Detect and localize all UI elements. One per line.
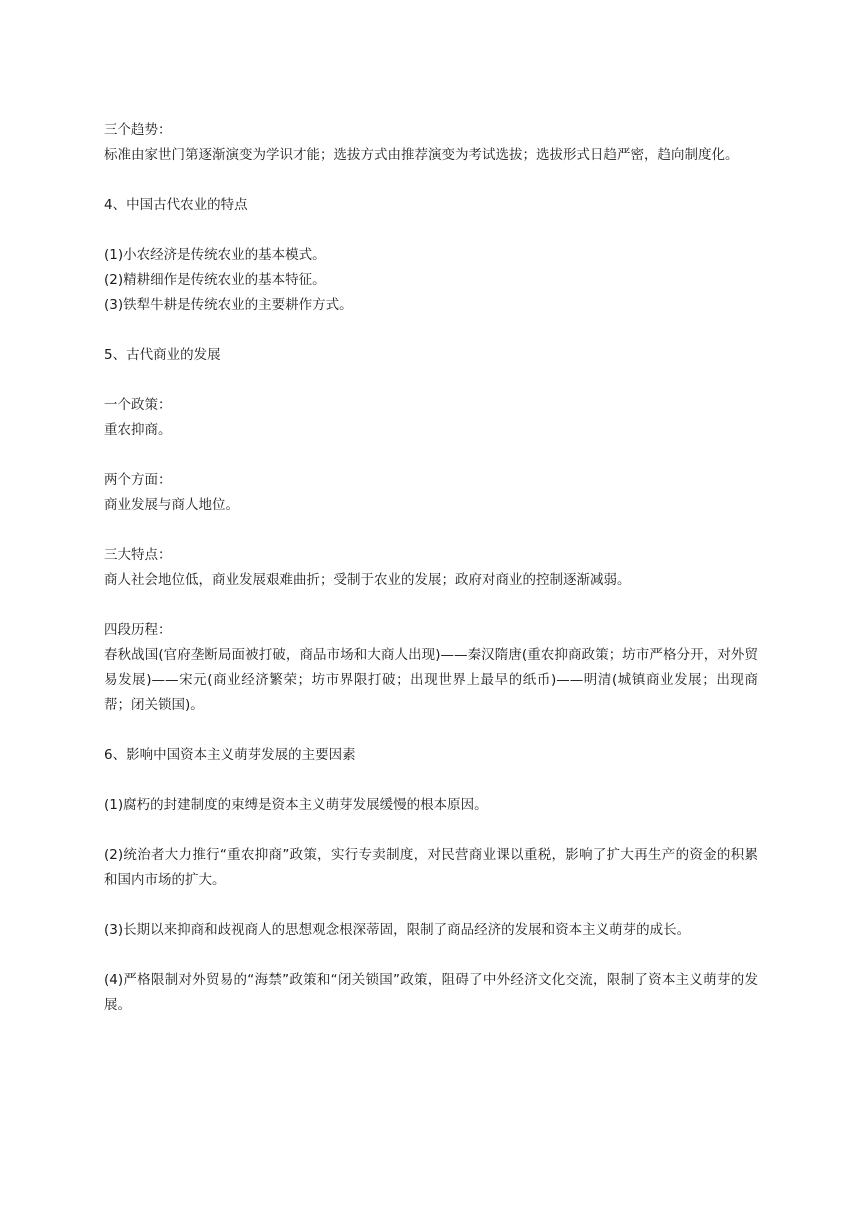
agri-point-3: (3)铁犁牛耕是传统农业的主要耕作方式。 xyxy=(104,297,353,313)
paragraph-gap xyxy=(104,818,758,843)
section-5-heading: 5、古代商业的发展 xyxy=(104,347,221,363)
paragraph-gap xyxy=(104,943,758,968)
document-body xyxy=(104,118,758,1018)
paragraph-gap xyxy=(104,718,758,743)
paragraph-gap xyxy=(104,518,758,543)
agri-point-2: (2)精耕细作是传统农业的基本特征。 xyxy=(104,272,326,288)
section-6-heading: 6、影响中国资本主义萌芽发展的主要因素 xyxy=(104,747,356,763)
paragraph-gap xyxy=(104,368,758,393)
aspects-label: 两个方面： xyxy=(104,472,172,488)
section-4-heading: 4、中国古代农业的特点 xyxy=(104,197,248,213)
agri-point-1: (1)小农经济是传统农业的基本模式。 xyxy=(104,247,326,263)
paragraph-gap xyxy=(104,318,758,343)
paragraph-gap xyxy=(104,443,758,468)
features-text: 商人社会地位低，商业发展艰难曲折；受制于农业的发展；政府对商业的控制逐渐减弱。 xyxy=(104,572,631,588)
features-label: 三大特点： xyxy=(104,547,172,563)
stages-text: 春秋战国(官府垄断局面被打破，商品市场和大商人出现)——秦汉隋唐(重农抑商政策；坊市严格分开，对外贸易发展)——宋元(商业经济繁荣；坊市界限打破；出现世界上最早的纸币)——明清(城镇商业发展；出现商帮；闭关锁国)。 xyxy=(104,647,758,713)
policy-label: 一个政策： xyxy=(104,397,172,413)
paragraph-gap xyxy=(104,218,758,243)
stages-label: 四段历程： xyxy=(104,622,172,638)
paragraph-gap xyxy=(104,768,758,793)
paragraph-gap xyxy=(104,893,758,918)
factor-1: (1)腐朽的封建制度的束缚是资本主义萌芽发展缓慢的根本原因。 xyxy=(104,797,488,813)
factor-2: (2)统治者大力推行“重农抑商”政策，实行专卖制度，对民营商业课以重税，影响了扩大再生产的资金的积累和国内市场的扩大。 xyxy=(104,847,758,888)
paragraph-gap xyxy=(104,168,758,193)
factor-4: (4)严格限制对外贸易的“海禁”政策和“闭关锁国”政策，阻碍了中外经济文化交流，限制了资本主义萌芽的发展。 xyxy=(104,972,758,1013)
paragraph-gap xyxy=(104,593,758,618)
factor-3: (3)长期以来抑商和歧视商人的思想观念根深蒂固，限制了商品经济的发展和资本主义萌芽的成长。 xyxy=(104,922,691,938)
trend-text: 标准由家世门第逐渐演变为学识才能；选拔方式由推荐演变为考试选拔；选拔形式日趋严密，趋向制度化。 xyxy=(104,147,739,163)
policy-text: 重农抑商。 xyxy=(104,422,172,438)
trend-label: 三个趋势： xyxy=(104,122,172,138)
aspects-text: 商业发展与商人地位。 xyxy=(104,497,239,513)
